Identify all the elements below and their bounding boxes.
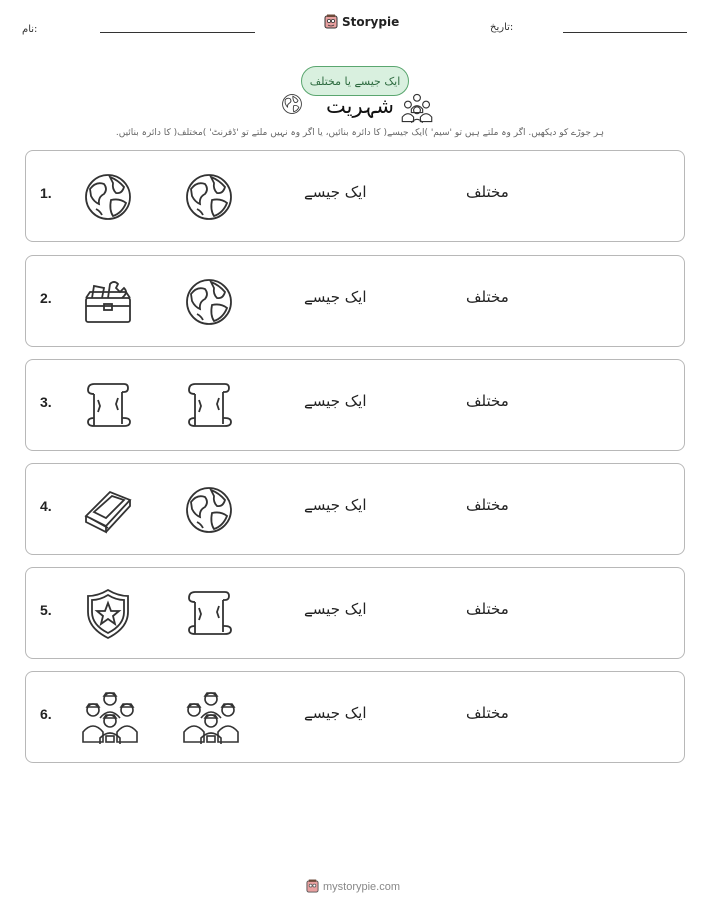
date-label: تاریخ: — [490, 22, 514, 33]
toolbox-icon — [80, 274, 136, 330]
question-card — [25, 150, 685, 242]
storypie-logo-icon — [306, 879, 319, 894]
option-same[interactable]: ایک جیسے — [304, 392, 367, 410]
option-same[interactable]: ایک جیسے — [304, 288, 367, 306]
instructions: ہر جوڑے کو دیکھیں. اگر وہ ملتے ہیں تو 'سیم' )ایک جیسے( کا دائرہ بنائیں، یا اگر وہ نہیں ملتے تو 'ڈفرنٹ' )مختلف( کا دائرہ بنائیں. — [115, 128, 604, 138]
page-footer — [306, 879, 400, 894]
name-label: نام: — [22, 24, 38, 35]
people-group-icon — [400, 92, 434, 124]
globe-icon — [181, 169, 237, 225]
scroll-icon — [181, 378, 237, 434]
footer-site: mystorypie.com — [323, 880, 401, 893]
page-header — [0, 12, 709, 42]
book-icon — [80, 482, 136, 538]
option-same[interactable]: ایک جیسے — [304, 496, 367, 514]
option-different[interactable]: مختلف — [466, 600, 509, 618]
people-group-icon — [181, 690, 237, 746]
shield-star-icon — [80, 586, 136, 642]
option-different[interactable]: مختلف — [466, 392, 509, 410]
question-card — [25, 671, 685, 763]
question-card — [25, 463, 685, 555]
name-line — [100, 32, 255, 33]
question-number: 4. — [40, 498, 52, 514]
date-line — [563, 32, 687, 33]
scroll-icon — [80, 378, 136, 434]
question-number: 3. — [40, 394, 52, 410]
globe-icon — [80, 169, 136, 225]
option-different[interactable]: مختلف — [466, 288, 509, 306]
question-number: 2. — [40, 290, 52, 306]
question-card — [25, 255, 685, 347]
option-same[interactable]: ایک جیسے — [304, 183, 367, 201]
globe-icon — [280, 92, 304, 116]
title-row — [280, 92, 440, 126]
scroll-icon — [181, 586, 237, 642]
storypie-logo-icon — [324, 14, 338, 30]
globe-icon — [181, 482, 237, 538]
option-different[interactable]: مختلف — [466, 704, 509, 722]
brand-name: Storypie — [342, 15, 400, 29]
people-group-icon — [80, 690, 136, 746]
page-title: شہریت — [326, 94, 394, 118]
question-card — [25, 567, 685, 659]
option-same[interactable]: ایک جیسے — [304, 600, 367, 618]
question-number: 1. — [40, 185, 52, 201]
question-number: 6. — [40, 706, 52, 722]
question-card — [25, 359, 685, 451]
brand — [324, 14, 399, 30]
question-number: 5. — [40, 602, 52, 618]
option-different[interactable]: مختلف — [466, 496, 509, 514]
option-same[interactable]: ایک جیسے — [304, 704, 367, 722]
globe-icon — [181, 274, 237, 330]
pill-label: ایک جیسے یا مختلف — [309, 74, 401, 88]
option-different[interactable]: مختلف — [466, 183, 509, 201]
